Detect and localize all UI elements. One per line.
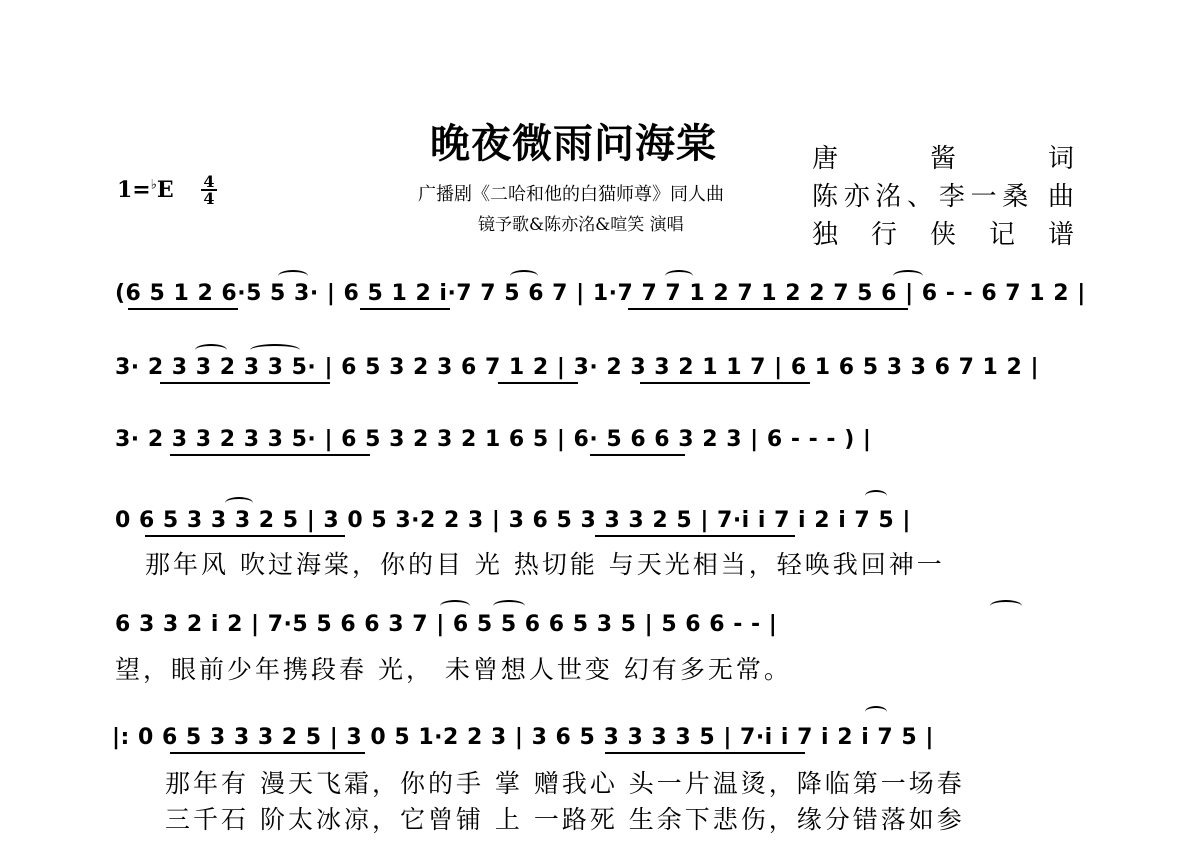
lyrics-line-6a: 那年有 漫天飞霜，你的手 掌 赠我心 头一片温烫，降临第一场春	[165, 769, 965, 798]
beam-line	[160, 382, 330, 384]
transcriber-credit: 独 行 侠 记 谱	[812, 220, 1074, 250]
score-line-3: 3· 2 3 3 2 3 3 5· | 6 5 3 2 3 2 1 6 5 | 6· 5 6 6 3 2 3 | 6 - - - ) |	[115, 427, 872, 452]
tie-arc	[865, 706, 887, 718]
beam-line	[145, 535, 345, 537]
beam-line	[128, 308, 238, 310]
tie-arc	[278, 270, 308, 282]
lyricist-credit: 唐 酱 词	[812, 144, 1074, 174]
time-top: 4	[203, 172, 215, 191]
beam-line	[590, 454, 685, 456]
beam-line	[605, 752, 805, 754]
key-note: E	[156, 177, 174, 203]
score-line-2: 3· 2 3 3 2 3 3 5· | 6 5 3 2 3 6 7 1 2 | 3· 2 3 3 2 1 1 7 | 6 1 6 5 3 3 6 7 1 2 |	[115, 355, 1040, 380]
song-title: 晚夜微雨问海棠	[430, 120, 717, 167]
beam-line	[170, 454, 370, 456]
tie-arc	[440, 600, 470, 612]
beam-line	[628, 308, 908, 310]
lyrics-line-6b: 三千石 阶太冰凉，它曾铺 上 一路死 生余下悲伤，缘分错落如参	[165, 805, 965, 834]
tie-arc	[250, 344, 300, 356]
tie-arc	[990, 600, 1022, 612]
tie-arc	[493, 600, 525, 612]
lyrics-line-5: 望，眼前少年携段春 光， 未曾想人世变 幻有多无常。	[115, 655, 792, 684]
beam-line	[498, 382, 578, 384]
key-signature	[117, 177, 174, 203]
score-line-4: 0 6 5 3 3 3 2 5 | 3 0 5 3·2 2 3 | 3 6 5 3 3 3 2 5 | 7·i i 7 i 2 i 7 5 |	[115, 508, 911, 533]
tie-arc	[665, 270, 693, 282]
time-signature	[201, 174, 217, 206]
singers: 镜予歌&陈亦洺&喧笑 演唱	[478, 215, 684, 235]
key-prefix: 1=	[117, 177, 151, 203]
tie-arc	[865, 490, 887, 502]
tie-arc	[893, 270, 923, 282]
time-bottom: 4	[203, 189, 215, 208]
beam-line	[595, 535, 795, 537]
composer-credit: 陈亦洺、李一桑 曲	[812, 182, 1074, 212]
tie-arc	[225, 497, 253, 509]
lyrics-line-4: 那年风 吹过海棠，你的目 光 热切能 与天光相当，轻唤我回神一	[145, 550, 945, 579]
beam-line	[640, 382, 810, 384]
score-line-1: (6 5 1 2 6·5 5 3· | 6 5 1 2 i·7 7 5 6 7 | 1·7 7 7 1 2 7 1 2 2 7 5 6 | 6 - - 6 7 1 2 |	[115, 281, 1086, 306]
beam-line	[170, 752, 365, 754]
score-line-5: 6 3 3 2 i 2 | 7·5 5 6 6 3 7 | 6 5 5 6 6 5 3 5 | 5 6 6 - - |	[115, 612, 778, 637]
subtitle: 广播剧《二哈和他的白猫师尊》同人曲	[418, 184, 724, 205]
score-line-6: |: 0 6 5 3 3 3 2 5 | 3 0 5 1·2 2 3 | 3 6 5 3 3 3 3 5 | 7·i i 7 i 2 i 7 5 |	[112, 725, 934, 750]
tie-arc	[510, 270, 538, 282]
beam-line	[360, 308, 450, 310]
tie-arc	[195, 344, 227, 356]
flat-sign: ♭	[150, 177, 157, 193]
